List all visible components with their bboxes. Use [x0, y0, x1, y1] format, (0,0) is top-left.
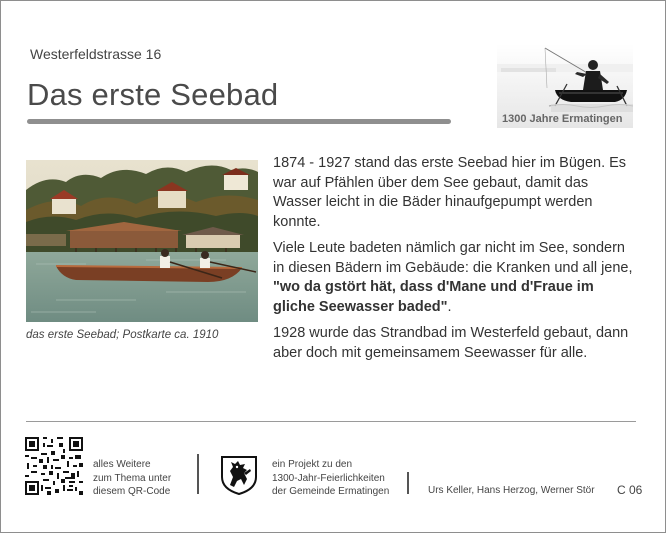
seebad-image — [26, 160, 258, 322]
crest-graphic — [220, 455, 258, 495]
qr-text-line: diesem QR-Code — [93, 486, 171, 497]
authors: Urs Keller, Hans Herzog, Werner Stör — [428, 485, 595, 496]
footer-separator — [197, 454, 199, 494]
dialect-quote: "wo da gstört hät, dass d'Mane und d'Fraue im gliche Seewasser baded" — [273, 279, 594, 315]
footer-divider — [26, 421, 636, 422]
paragraph-history: 1874 - 1927 stand das erste Seebad hier im Bügen. Es war auf Pfählen über dem See gebaut, damit das Wasser leicht in die Bäder hinaufgepumpt werden konnte. — [273, 155, 627, 230]
paragraph-baths-text: Viele Leute badeten nämlich gar nicht im See, sondern in diesen Bädern im Gebäude: die Kranken und all jene, — [273, 240, 633, 276]
logo-caption: 1300 Jahre Ermatingen — [502, 113, 623, 125]
title-underline — [27, 119, 451, 124]
qr-code-graphic — [25, 437, 83, 495]
page-title: Das erste Seebad — [27, 77, 279, 112]
paragraph-strandbad: 1928 wurde das Strandbad im Westerfeld gebaut, dann aber doch mit gemeinsamem Seewasser für alle. — [273, 325, 629, 361]
qr-text-line: alles Weitere — [93, 459, 151, 470]
project-info — [272, 458, 389, 499]
coat-of-arms-icon — [220, 455, 258, 495]
paragraph-baths — [273, 239, 633, 317]
paragraph-baths-end: . — [447, 298, 452, 315]
project-text-line: ein Projekt zu den — [272, 459, 353, 470]
sign-code: C 06 — [617, 483, 643, 497]
footer-separator — [407, 472, 409, 494]
street-name: Westerfeldstrasse 16 — [30, 46, 162, 62]
anniversary-logo — [497, 44, 633, 128]
project-text-line: 1300-Jahr-Feierlichkeiten — [272, 472, 385, 484]
body-text — [273, 154, 633, 370]
qr-code-icon[interactable] — [25, 437, 83, 495]
qr-instructions — [93, 458, 171, 499]
project-text-line: der Gemeinde Ermatingen — [272, 486, 390, 497]
qr-text-line: zum Thema unter — [93, 472, 172, 484]
postcard-photo — [26, 160, 258, 322]
photo-caption: das erste Seebad; Postkarte ca. 1910 — [26, 329, 219, 341]
